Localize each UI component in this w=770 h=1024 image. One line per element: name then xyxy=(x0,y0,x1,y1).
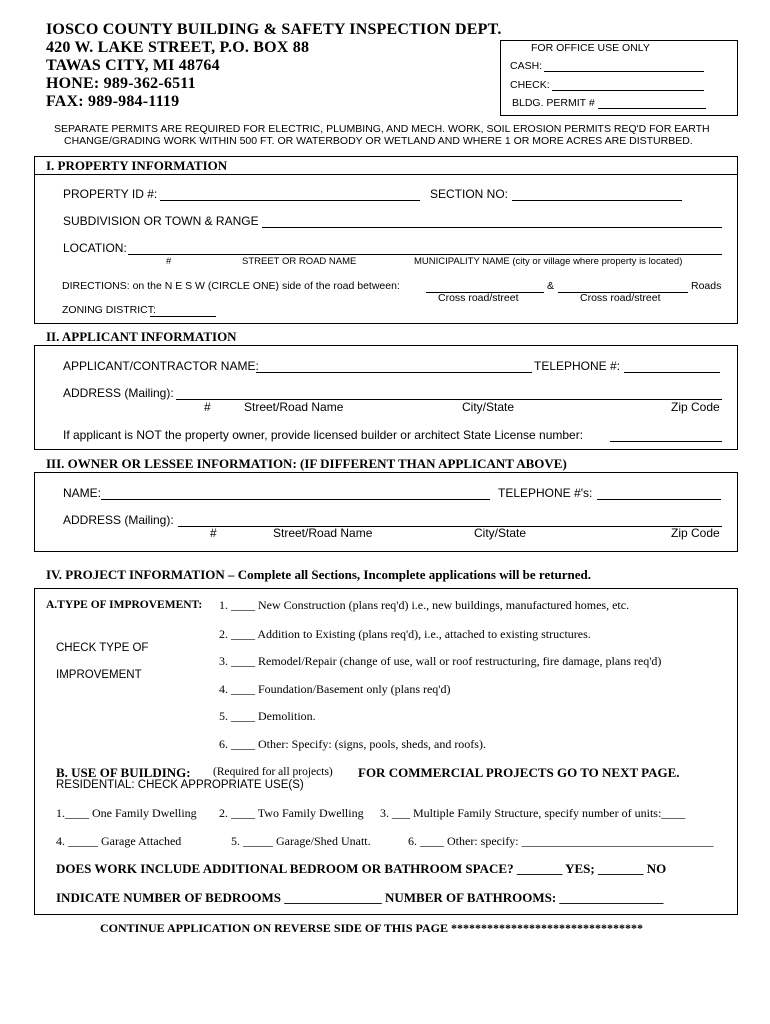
property-title-divider xyxy=(34,174,738,175)
directions-amp: & xyxy=(547,280,555,292)
subdivision-label: SUBDIVISION OR TOWN & RANGE xyxy=(63,214,259,228)
owner-address-label: ADDRESS (Mailing): xyxy=(63,513,174,527)
cross-road-1-field[interactable] xyxy=(426,278,544,293)
improvement-option-5[interactable]: 5. ____ Demolition. xyxy=(219,709,316,723)
applicant-telephone-label: TELEPHONE #: xyxy=(534,359,621,373)
owner-address-sub-zip: Zip Code xyxy=(671,526,720,540)
location-label: LOCATION: xyxy=(63,241,127,255)
bedroom-bathroom-question: DOES WORK INCLUDE ADDITIONAL BEDROOM OR BATHROOM SPACE? _______ YES; _______ NO xyxy=(56,861,667,876)
commercial-note: FOR COMMERCIAL PROJECTS GO TO NEXT PAGE. xyxy=(358,765,680,780)
applicant-section-title: II. APPLICANT INFORMATION xyxy=(46,329,237,344)
owner-name-label: NAME: xyxy=(63,486,102,500)
header-line-3: TAWAS CITY, MI 48764 xyxy=(46,57,220,74)
owner-name-field[interactable] xyxy=(101,485,490,500)
applicant-address-sub-number: # xyxy=(204,400,211,414)
improvement-option-2[interactable]: 2. ____ Addition to Existing (plans req'd), i.e., attached to existing structures. xyxy=(219,627,591,641)
section-no-field[interactable] xyxy=(512,186,682,201)
owner-section-title: III. OWNER OR LESSEE INFORMATION: (IF DIFFERENT THAN APPLICANT ABOVE) xyxy=(46,456,567,471)
zoning-label: ZONING DISTRICT: xyxy=(62,304,156,316)
notice-line-2: CHANGE/GRADING WORK WITHIN 500 FT. OR WATERBODY OR WETLAND AND WHERE 1 OR MORE ACRES ARE DISTURBED. xyxy=(64,135,693,147)
use-required-note: (Required for all projects) xyxy=(213,766,333,778)
use-option-6[interactable]: 6. ____ Other: specify: ________________________________ xyxy=(408,834,714,848)
directions-label: DIRECTIONS: on the N E S W (CIRCLE ONE) side of the road between: xyxy=(62,280,400,292)
improvement-option-4[interactable]: 4. ____ Foundation/Basement only (plans req'd) xyxy=(219,682,451,696)
owner-telephone-field[interactable] xyxy=(597,485,721,500)
cash-field[interactable] xyxy=(544,57,704,72)
use-of-building-label: B. USE OF BUILDING: xyxy=(56,765,191,780)
cross-road-2-caption: Cross road/street xyxy=(580,292,661,304)
office-use-title: FOR OFFICE USE ONLY xyxy=(531,42,650,54)
use-option-1[interactable]: 1.____ One Family Dwelling xyxy=(56,806,197,820)
subdivision-field[interactable] xyxy=(262,213,722,228)
cross-road-1-caption: Cross road/street xyxy=(438,292,519,304)
applicant-telephone-field[interactable] xyxy=(624,358,720,373)
check-type-label-2: IMPROVEMENT xyxy=(56,669,142,681)
notice-line-1: SEPARATE PERMITS ARE REQUIRED FOR ELECTRIC, PLUMBING, AND MECH. WORK, SOIL EROSION PERMITS REQ'D FOR EARTH xyxy=(54,123,710,135)
residential-label: RESIDENTIAL: CHECK APPROPRIATE USE(S) xyxy=(56,779,304,791)
header-line-5: FAX: 989-984-1119 xyxy=(46,93,180,110)
applicant-address-sub-street: Street/Road Name xyxy=(244,400,344,414)
applicant-address-sub-zip: Zip Code xyxy=(671,400,720,414)
bedroom-bathroom-count: INDICATE NUMBER OF BEDROOMS _______________ NUMBER OF BATHROOMS: ________________ xyxy=(56,890,664,905)
improvement-option-3[interactable]: 3. ____ Remodel/Repair (change of use, wall or roof restructuring, fire damage, plans req'd) xyxy=(219,654,662,668)
header-line-2: 420 W. LAKE STREET, P.O. BOX 88 xyxy=(46,39,310,56)
applicant-address-field[interactable] xyxy=(176,385,722,400)
check-field[interactable] xyxy=(552,76,704,91)
permit-field[interactable] xyxy=(598,94,706,109)
check-type-label-1: CHECK TYPE OF xyxy=(56,642,149,654)
permit-label: BLDG. PERMIT # xyxy=(512,97,595,109)
header-line-1: IOSCO COUNTY BUILDING & SAFETY INSPECTION DEPT. xyxy=(46,21,502,38)
applicant-name-label: APPLICANT/CONTRACTOR NAME: xyxy=(63,359,259,373)
continue-note: CONTINUE APPLICATION ON REVERSE SIDE OF THIS PAGE ******************************** xyxy=(100,921,643,935)
license-field[interactable] xyxy=(610,427,722,442)
owner-address-sub-number: # xyxy=(210,526,217,540)
owner-address-sub-city: City/State xyxy=(474,526,527,540)
cross-road-2-field[interactable] xyxy=(558,278,688,293)
owner-address-sub-street: Street/Road Name xyxy=(273,526,373,540)
cash-label: CASH: xyxy=(510,60,543,72)
use-option-5[interactable]: 5. _____ Garage/Shed Unatt. xyxy=(231,834,371,848)
use-option-2[interactable]: 2. ____ Two Family Dwelling xyxy=(219,806,364,820)
section-no-label: SECTION NO: xyxy=(430,187,509,201)
header-line-4: HONE: 989-362-6511 xyxy=(46,75,196,92)
zoning-field[interactable] xyxy=(150,302,216,317)
use-option-4[interactable]: 4. _____ Garage Attached xyxy=(56,834,182,848)
property-id-field[interactable] xyxy=(160,186,420,201)
property-id-label: PROPERTY ID #: xyxy=(63,187,158,201)
use-option-3[interactable]: 3. ___ Multiple Family Structure, specify number of units:____ xyxy=(380,806,686,820)
applicant-address-sub-city: City/State xyxy=(462,400,515,414)
location-sub-street: STREET OR ROAD NAME xyxy=(242,256,357,267)
improvement-option-6[interactable]: 6. ____ Other: Specify: (signs, pools, sheds, and roofs). xyxy=(219,737,486,751)
owner-telephone-label: TELEPHONE #'s: xyxy=(498,486,593,500)
roads-label: Roads xyxy=(691,280,722,292)
owner-address-field[interactable] xyxy=(178,512,722,527)
property-section-title: I. PROPERTY INFORMATION xyxy=(46,158,228,173)
type-of-improvement-label: A.TYPE OF IMPROVEMENT: xyxy=(46,599,203,611)
check-label: CHECK: xyxy=(510,79,550,91)
applicant-address-label: ADDRESS (Mailing): xyxy=(63,386,174,400)
location-sub-number: # xyxy=(166,256,172,267)
license-label: If applicant is NOT the property owner, provide licensed builder or architect State License number: xyxy=(63,428,584,442)
location-sub-municipality: MUNICIPALITY NAME (city or village where property is located) xyxy=(414,256,683,267)
project-section-title: IV. PROJECT INFORMATION – Complete all Sections, Incomplete applications will be returned. xyxy=(46,567,592,582)
location-field[interactable] xyxy=(128,240,722,255)
improvement-option-1[interactable]: 1. ____ New Construction (plans req'd) i.e., new buildings, manufactured homes, etc. xyxy=(219,598,630,612)
applicant-name-field[interactable] xyxy=(256,358,532,373)
